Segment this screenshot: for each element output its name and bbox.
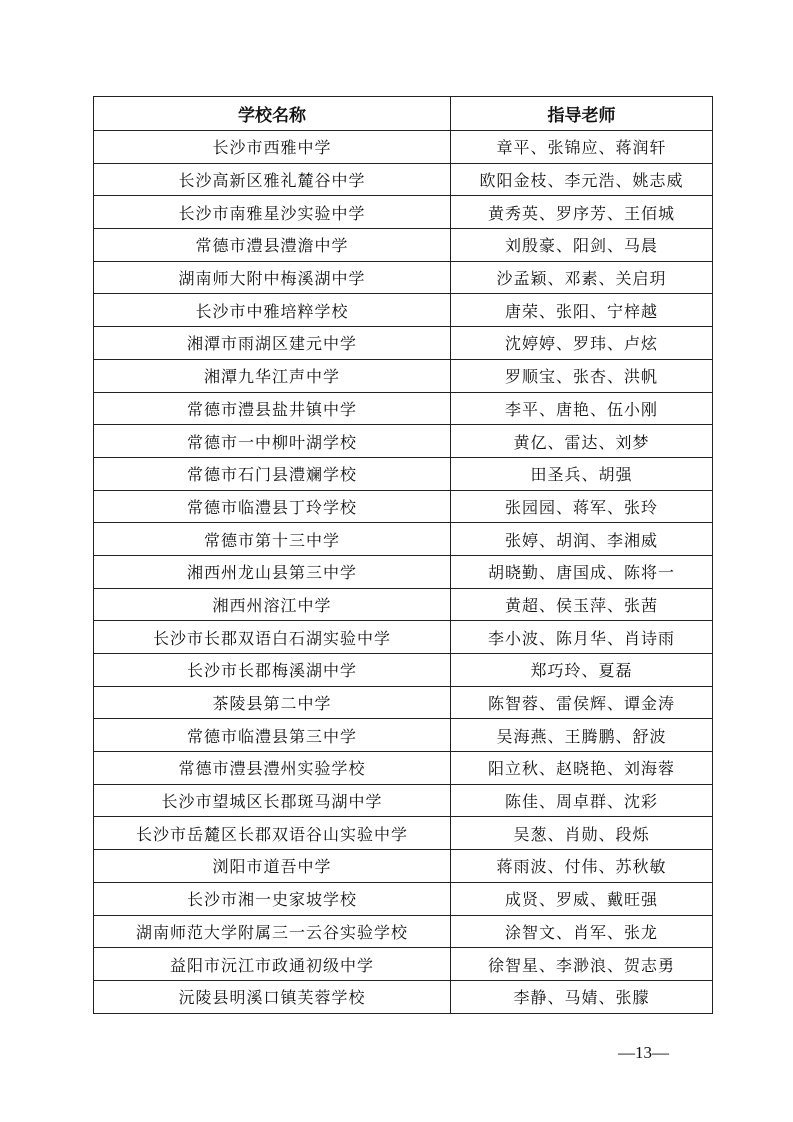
school-name-cell: 湘西州溶江中学 — [94, 588, 451, 621]
teacher-names-cell: 沈婷婷、罗玮、卢炫 — [451, 327, 713, 360]
table-row — [94, 882, 713, 915]
school-name-cell: 长沙市西雅中学 — [94, 131, 451, 164]
teacher-names-cell: 陈智蓉、雷侯辉、谭金涛 — [451, 686, 713, 719]
teacher-names-cell: 郑巧玲、夏磊 — [451, 654, 713, 687]
teacher-names-cell: 黄秀英、罗序芳、王佰城 — [451, 196, 713, 229]
table-row — [94, 817, 713, 850]
school-name-cell: 湘西州龙山县第三中学 — [94, 555, 451, 588]
teacher-names-cell: 罗顺宝、张杏、洪帆 — [451, 359, 713, 392]
table-row — [94, 621, 713, 654]
table-row — [94, 784, 713, 817]
teacher-names-cell: 李小波、陈月华、肖诗雨 — [451, 621, 713, 654]
table-row — [94, 686, 713, 719]
teacher-names-cell: 涂智文、肖军、张龙 — [451, 915, 713, 948]
school-name-cell: 常德市一中柳叶湖学校 — [94, 425, 451, 458]
table-row — [94, 229, 713, 262]
table-row — [94, 327, 713, 360]
table-row — [94, 948, 713, 981]
teacher-names-cell: 田圣兵、胡强 — [451, 457, 713, 490]
school-name-cell: 常德市第十三中学 — [94, 523, 451, 556]
teacher-names-cell: 张婷、胡润、李湘威 — [451, 523, 713, 556]
school-name-cell: 沅陵县明溪口镇芙蓉学校 — [94, 980, 451, 1013]
table-row — [94, 654, 713, 687]
school-name-cell: 长沙高新区雅礼麓谷中学 — [94, 163, 451, 196]
school-name-cell: 常德市临澧县丁玲学校 — [94, 490, 451, 523]
school-name-cell: 长沙市南雅星沙实验中学 — [94, 196, 451, 229]
table-row — [94, 752, 713, 785]
table-body — [94, 131, 713, 1014]
school-name-cell: 湖南师大附中梅溪湖中学 — [94, 261, 451, 294]
table-row — [94, 457, 713, 490]
table-row — [94, 915, 713, 948]
table-row — [94, 163, 713, 196]
school-name-cell: 常德市澧县盐井镇中学 — [94, 392, 451, 425]
teacher-names-cell: 欧阳金枝、李元浩、姚志威 — [451, 163, 713, 196]
school-name-cell: 湘潭九华江声中学 — [94, 359, 451, 392]
school-name-cell: 常德市临澧县第三中学 — [94, 719, 451, 752]
schools-teachers-table — [93, 96, 713, 1014]
table-row — [94, 196, 713, 229]
teacher-names-cell: 刘殷豪、阳剑、马晨 — [451, 229, 713, 262]
teacher-names-cell: 成贤、罗威、戴旺强 — [451, 882, 713, 915]
teacher-names-cell: 李平、唐艳、伍小刚 — [451, 392, 713, 425]
page-number: —13— — [618, 1043, 669, 1062]
table-row — [94, 392, 713, 425]
table-row — [94, 588, 713, 621]
table-row — [94, 523, 713, 556]
teacher-names-cell: 沙孟颖、邓素、关启玥 — [451, 261, 713, 294]
table-row — [94, 261, 713, 294]
teacher-names-cell: 吴葱、肖勋、段烁 — [451, 817, 713, 850]
table-row — [94, 359, 713, 392]
school-name-cell: 常德市石门县澧斓学校 — [94, 457, 451, 490]
table-row — [94, 555, 713, 588]
table-row — [94, 131, 713, 164]
school-name-cell: 湖南师范大学附属三一云谷实验学校 — [94, 915, 451, 948]
table-header-row — [94, 97, 713, 131]
school-name-cell: 长沙市岳麓区长郡双语谷山实验中学 — [94, 817, 451, 850]
table-row — [94, 294, 713, 327]
school-name-cell: 长沙市望城区长郡斑马湖中学 — [94, 784, 451, 817]
teacher-names-cell: 黄超、侯玉萍、张茜 — [451, 588, 713, 621]
teacher-header: 指导老师 — [451, 97, 713, 131]
school-name-cell: 常德市澧县澧澹中学 — [94, 229, 451, 262]
table-row — [94, 719, 713, 752]
teacher-names-cell: 蒋雨波、付伟、苏秋敏 — [451, 850, 713, 883]
teacher-names-cell: 章平、张锦应、蒋润轩 — [451, 131, 713, 164]
teacher-names-cell: 黄亿、雷达、刘梦 — [451, 425, 713, 458]
school-name-cell: 益阳市沅江市政通初级中学 — [94, 948, 451, 981]
teacher-names-cell: 张园园、蒋军、张玲 — [451, 490, 713, 523]
teacher-names-cell: 陈佳、周卓群、沈彩 — [451, 784, 713, 817]
table-row — [94, 490, 713, 523]
school-name-cell: 常德市澧县澧州实验学校 — [94, 752, 451, 785]
school-name-cell: 茶陵县第二中学 — [94, 686, 451, 719]
table-row — [94, 850, 713, 883]
teacher-names-cell: 唐荣、张阳、宁梓越 — [451, 294, 713, 327]
school-name-cell: 浏阳市道吾中学 — [94, 850, 451, 883]
school-name-cell: 湘潭市雨湖区建元中学 — [94, 327, 451, 360]
teacher-names-cell: 李静、马婧、张朦 — [451, 980, 713, 1013]
teacher-names-cell: 徐智星、李渺浪、贺志勇 — [451, 948, 713, 981]
teacher-names-cell: 吴海燕、王腾鹏、舒波 — [451, 719, 713, 752]
school-name-cell: 长沙市长郡双语白石湖实验中学 — [94, 621, 451, 654]
teacher-names-cell: 阳立秋、赵晓艳、刘海蓉 — [451, 752, 713, 785]
school-name-cell: 长沙市长郡梅溪湖中学 — [94, 654, 451, 687]
teacher-names-cell: 胡晓勤、唐国成、陈将一 — [451, 555, 713, 588]
table-row — [94, 980, 713, 1013]
school-name-cell: 长沙市湘一史家坡学校 — [94, 882, 451, 915]
table-row — [94, 425, 713, 458]
school-name-header: 学校名称 — [94, 97, 451, 131]
school-name-cell: 长沙市中雅培粹学校 — [94, 294, 451, 327]
